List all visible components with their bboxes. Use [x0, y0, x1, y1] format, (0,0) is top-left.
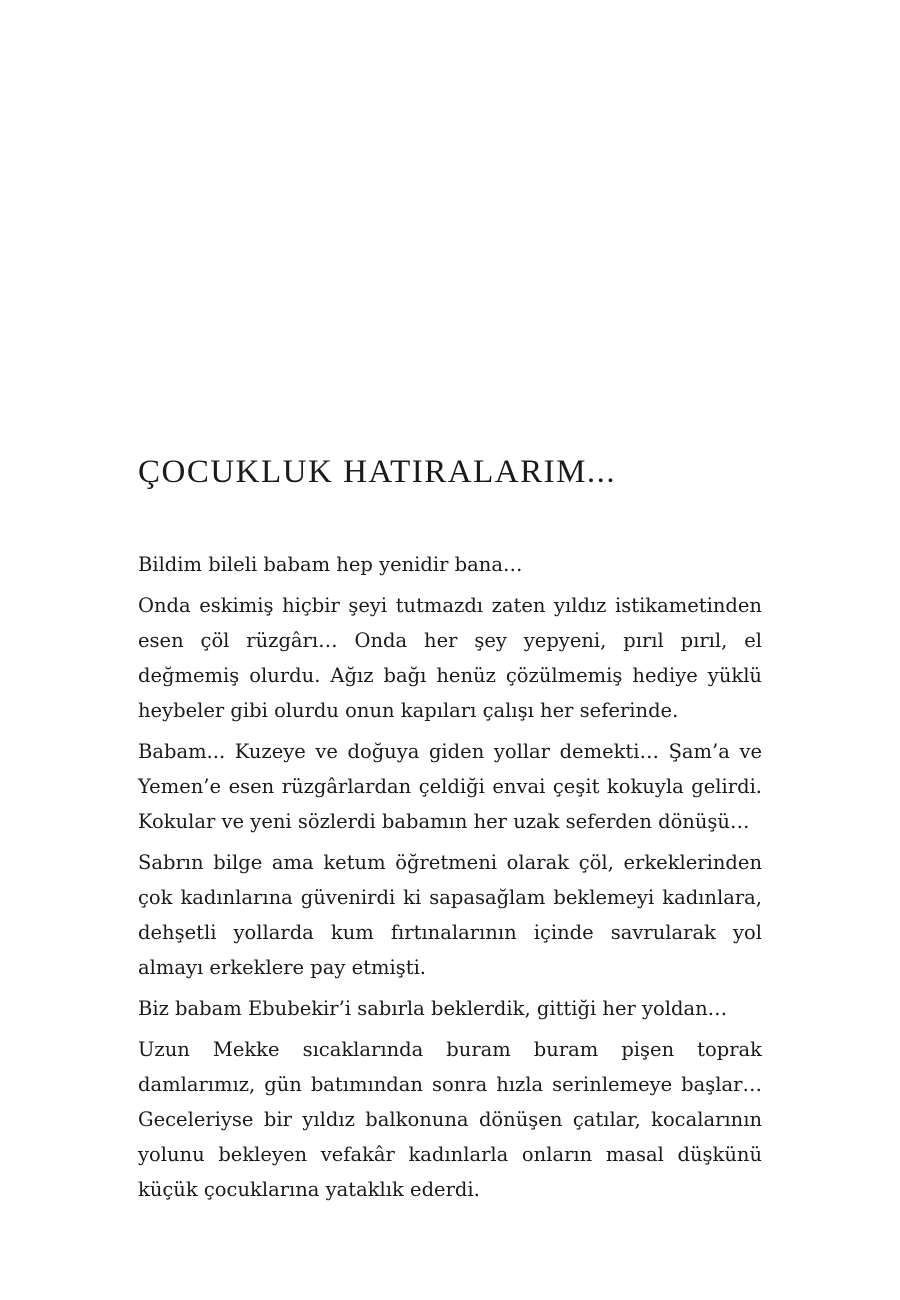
paragraph: Bildim bileli babam hep yenidir bana… [138, 553, 523, 576]
paragraph: Babam... Kuzeye ve doğuya giden yollar demekti… Şam’a ve Yemen’e esen rüzgârlardan çeldiği envai çeşit kokuyla gelirdi. Kokular ve yeni sözlerdi babamın her uzak seferden dönüşü… [138, 740, 762, 833]
paragraph: Uzun Mekke sıcaklarında buram buram pişen toprak damlarımız, gün batımından sonra hızla serinlemeye başlar… Geceleriyse bir yıldız balkonuna dönüşen çatılar, kocalarının yolunu bekleyen vefakâr kadınlarla onların masal düşkünü küçük çocuklarına yataklık ederdi. [138, 1038, 762, 1201]
chapter-title: ÇOCUKLUK HATIRALARIM... [138, 454, 617, 490]
paragraph: Biz babam Ebubekir’i sabırla beklerdik, gittiği her yoldan… [138, 997, 728, 1020]
paragraph: Onda eskimiş hiçbir şeyi tutmazdı zaten yıldız istikametinden esen çöl rüzgârı… Onda her şey yepyeni, pırıl pırıl, el değmemiş olurdu. Ağız bağı henüz çözülmemiş hediye yüklü heybeler gibi olurdu onun kapıları çalışı her seferinde. [138, 594, 762, 722]
chapter-body [138, 547, 762, 1213]
paragraph: Sabrın bilge ama ketum öğretmeni olarak çöl, erkeklerinden çok kadınlarına güvenirdi ki sapasağlam beklemeyi kadınlara, dehşetli yollarda kum fırtınalarının içinde savrularak yol almayı erkeklere pay etmişti. [138, 851, 762, 979]
